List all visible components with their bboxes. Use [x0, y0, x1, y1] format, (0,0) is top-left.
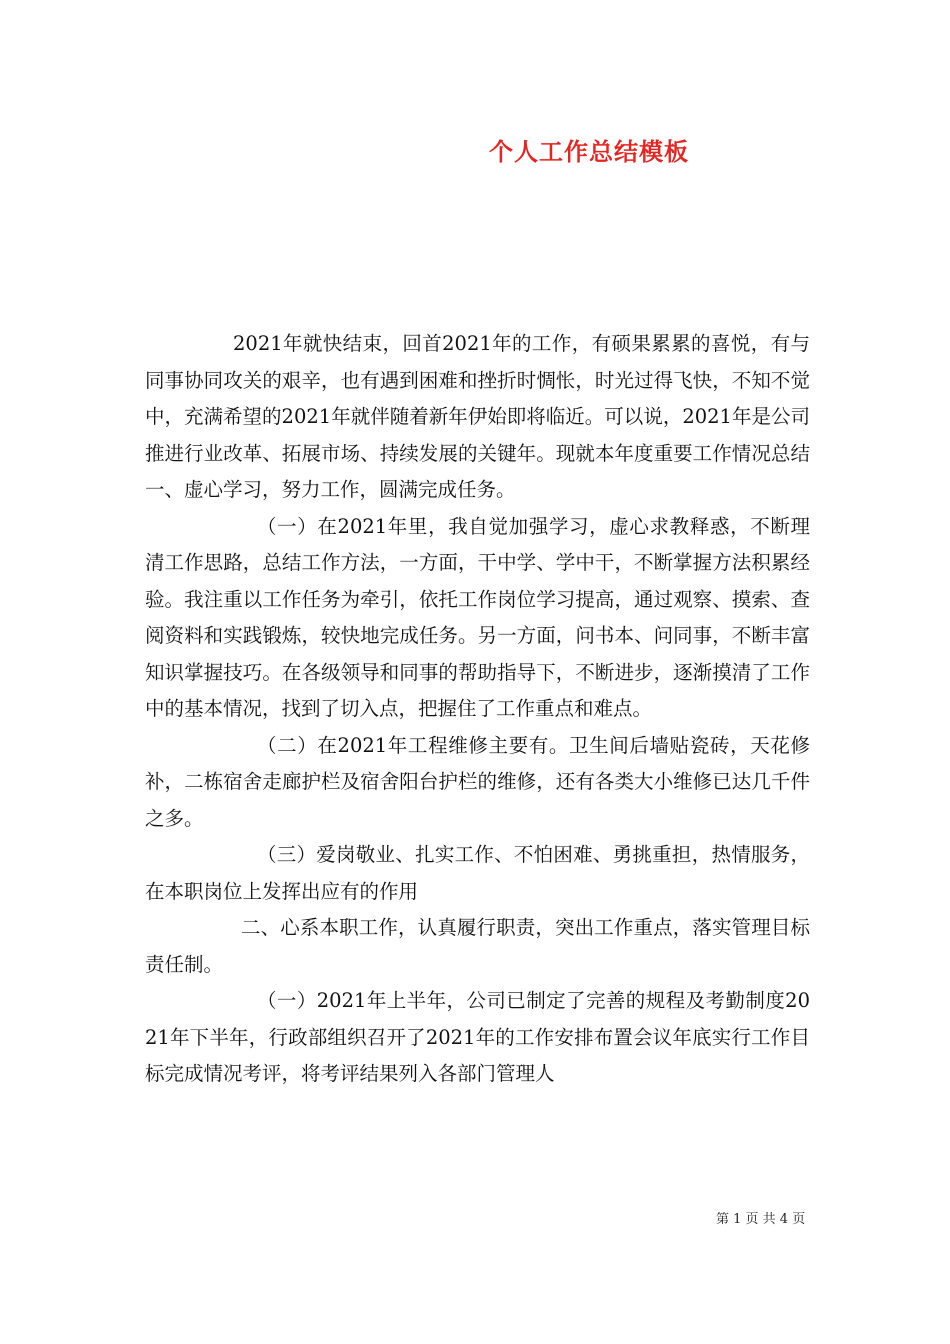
paragraph-section-2-1: （一）2021年上半年，公司已制定了完善的规程及考勤制度2021年下半年，行政部组织召开了2021年的工作安排布置会议年底实行工作目标完成情况考评，将考评结果列入各部门管理人	[145, 989, 810, 1085]
paragraph-section-1-3: （三）爱岗敬业、扎实工作、不怕困难、勇挑重担，热情服务，在本职岗位上发挥出应有的作用	[145, 843, 810, 903]
paragraph-intro: 2021年就快结束，回首2021年的工作，有硕果累累的喜悦，有与同事协同攻关的艰辛，也有遇到困难和挫折时惆怅，时光过得飞快，不知不觉中，充满希望的2021年就伴随着新年伊始即将临近。可以说，2021年是公司推进行业改革、拓展市场、持续发展的关键年。现就本年度重要工作情况总结一、虚心学习，努力工作，圆满完成任务。	[145, 332, 810, 501]
document-title: 个人工作总结模板	[489, 137, 689, 166]
paragraph-section-1-1: （一）在2021年里，我自觉加强学习，虚心求教释惑，不断理清工作思路，总结工作方法，一方面，干中学、学中干，不断掌握方法积累经验。我注重以工作任务为牵引，依托工作岗位学习提高，通过观察、摸索、查阅资料和实践锻炼，较快地完成任务。另一方面，问书本、问同事，不断丰富知识掌握技巧。在各级领导和同事的帮助指导下，不断进步，逐渐摸清了工作中的基本情况，找到了切入点，把握住了工作重点和难点。	[145, 514, 810, 720]
paragraph-section-1-2: （二）在2021年工程维修主要有。卫生间后墙贴瓷砖，天花修补，二栋宿舍走廊护栏及宿舍阳台护栏的维修，还有各类大小维修已达几千件之多。	[145, 733, 810, 830]
document-body	[145, 326, 810, 1093]
paragraph-section-2-heading: 二、心系本职工作，认真履行职责，突出工作重点，落实管理目标责任制。	[145, 916, 810, 976]
page-number: 第 1 页 共 4 页	[716, 1212, 806, 1227]
